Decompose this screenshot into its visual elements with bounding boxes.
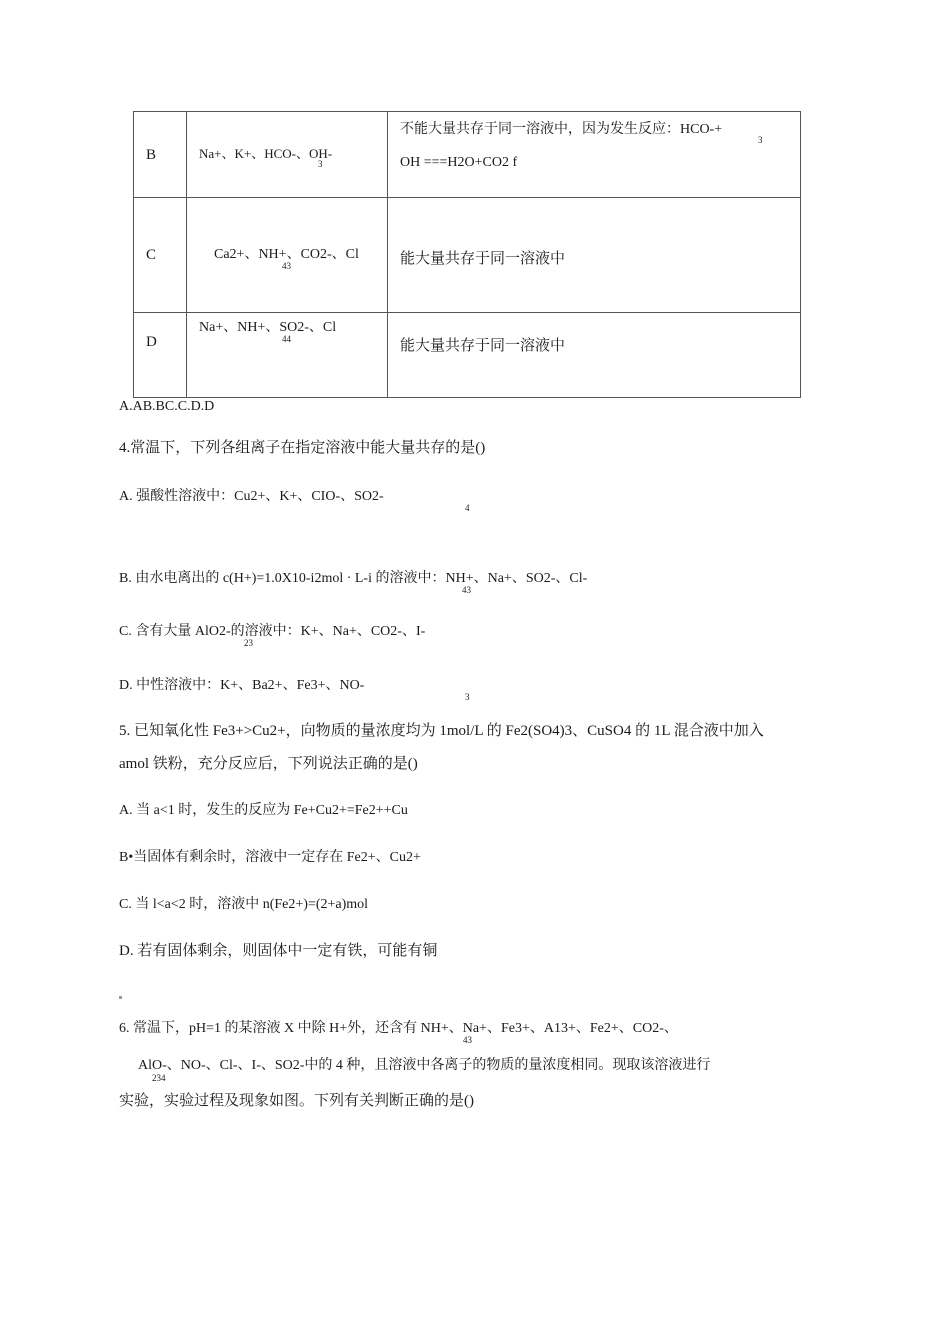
row-b-judgement-subscript: 3 (758, 135, 763, 145)
table-border-bottom (133, 397, 801, 398)
row-d-judgement: 能大量共存于同一溶液中 (400, 338, 566, 354)
q5-option-b: B•当固体有剩余时，溶液中一定存在 Fe2+、Cu2+ (119, 850, 421, 865)
row-c-judgement: 能大量共存于同一溶液中 (400, 251, 566, 267)
table-border-top (133, 111, 801, 112)
row-d-ions: Na+、NH+、SO2-、Cl (199, 320, 337, 335)
q6-line2: AlO-、NO-、Cl-、I-、SO2-中的 4 种，且溶液中各离子的物质的量浓度相同。现取该溶液进行 (138, 1058, 711, 1073)
q3-answer-choices: A.AB.BC.C.D.D (119, 399, 215, 414)
stray-mark (119, 996, 122, 999)
row-c-ions: Ca2+、NH+、CO2-、Cl (214, 247, 359, 262)
table-divider-2 (387, 111, 388, 398)
row-d-label: D (146, 334, 157, 350)
q5-option-c: C. 当 l<a<2 时，溶液中 n(Fe2+)=(2+a)mol (119, 897, 369, 912)
table-row-divider-1 (133, 197, 801, 198)
q6-line3: 实验，实验过程及现象如图。下列有关判断正确的是() (119, 1093, 474, 1109)
row-b-ions: Na+、K+、HCO-、OH- (199, 146, 333, 161)
q4-option-a-subscript: 4 (465, 503, 470, 513)
q4-stem: 4.常温下，下列各组离子在指定溶液中能大量共存的是() (119, 440, 486, 456)
table-border-left (133, 111, 134, 398)
table-row-divider-2 (133, 312, 801, 313)
row-c-label: C (146, 247, 157, 263)
q5-option-d: D. 若有固体剩余，则固体中一定有铁，可能有铜 (119, 943, 438, 959)
q6-line1: 6. 常温下，pH=1 的某溶液 X 中除 H+外，还含有 NH+、Na+、Fe3+、A13+、Fe2+、CO2-、 (119, 1021, 678, 1036)
row-b-label: B (146, 147, 157, 163)
table-border-right (800, 111, 801, 398)
q5-option-a: A. 当 a<1 时，发生的反应为 Fe+Cu2+=Fe2++Cu (119, 803, 408, 818)
q4-option-a: A. 强酸性溶液中：Cu2+、K+、CIO-、SO2- (119, 489, 384, 504)
q6-line2-subscript: 234 (152, 1073, 166, 1083)
q4-option-c-subscript: 23 (244, 638, 253, 648)
q4-option-d: D. 中性溶液中：K+、Ba2+、Fe3+、NO- (119, 678, 365, 693)
row-b-judgement-line2: OH ===H2O+CO2 f (400, 155, 518, 170)
row-d-ions-subscript: 44 (282, 334, 291, 344)
row-b-judgement-line1: 不能大量共存于同一溶液中，因为发生反应：HCO-+ (400, 122, 723, 137)
q5-stem-line1: 5. 已知氧化性 Fe3+>Cu2+，向物质的量浓度均为 1mol/L 的 Fe2(SO4)3、CuSO4 的 1L 混合液中加入 (119, 723, 764, 739)
table-divider-1 (186, 111, 187, 398)
row-b-ions-subscript: 3 (318, 159, 323, 169)
q4-option-c: C. 含有大量 AlO2-的溶液中：K+、Na+、CO2-、I- (119, 624, 426, 639)
q6-line1-subscript: 43 (463, 1035, 472, 1045)
q4-option-b: B. 由水电离出的 c(H+)=1.0X10-i2mol · L-i 的溶液中：NH+、Na+、SO2-、Cl- (119, 571, 588, 586)
row-c-ions-subscript: 43 (282, 261, 291, 271)
q4-option-d-subscript: 3 (465, 692, 470, 702)
q5-stem-line2: amol 铁粉，充分反应后，下列说法正确的是() (119, 756, 418, 772)
q4-option-b-subscript: 43 (462, 585, 471, 595)
